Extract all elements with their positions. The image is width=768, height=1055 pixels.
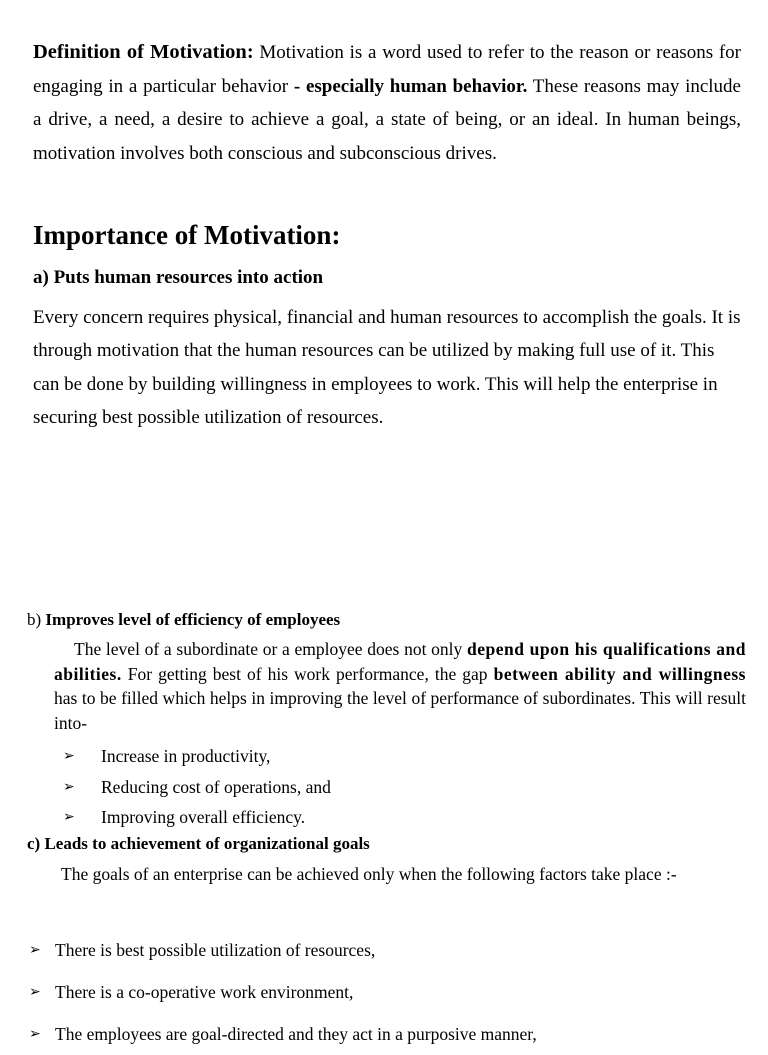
section-b-prefix: b) bbox=[27, 610, 46, 629]
definition-text-1: Motivation is a word used to refer to the reason or reasons for engaging in a particular behavior bbox=[33, 42, 741, 97]
section-b-list bbox=[63, 741, 331, 833]
list-item bbox=[63, 741, 331, 772]
list-item bbox=[63, 772, 331, 803]
list-item-text: The employees are goal-directed and they act in a purposive manner, bbox=[55, 1024, 537, 1044]
arrowhead-bullet-icon: ➢ bbox=[63, 778, 75, 795]
list-item-text: There is a co-operative work environment, bbox=[55, 982, 354, 1002]
section-c-heading: c) Leads to achievement of organizational goals bbox=[27, 834, 370, 853]
section-a-paragraph: Every concern requires physical, financial and human resources to accomplish the goals. It is through motivation that the human resources can be utilized by making full use of it. This can be done by building willingness in employees to work. This will help the enterprise in securing best possible utilization of resources. bbox=[33, 307, 741, 428]
section-b-text-3: has to be filled which helps in improving the level of performance of subordinates. This will result into- bbox=[54, 688, 746, 733]
section-b-bold-1: depend upon his qualifications and abilities. bbox=[54, 639, 746, 684]
definition-bold-phrase: - especially human behavior. bbox=[293, 75, 528, 97]
section-c-list bbox=[29, 929, 537, 1055]
section-b-title: Improves level of efficiency of employees bbox=[45, 610, 341, 629]
arrowhead-bullet-icon: ➢ bbox=[63, 748, 75, 764]
section-b-bold-2: between ability and willingness bbox=[493, 663, 746, 684]
arrowhead-bullet-icon: ➢ bbox=[29, 942, 41, 958]
definition-heading: Definition of Motivation: bbox=[33, 41, 254, 63]
section-c-text: The goals of an enterprise can be achieved only when the following factors take place :- bbox=[61, 864, 677, 884]
list-item-text: Reducing cost of operations, and bbox=[101, 776, 331, 797]
section-b-text-1: The level of a subordinate or a employee does not only bbox=[74, 639, 467, 659]
section-b-heading bbox=[27, 609, 340, 631]
importance-heading: Importance of Motivation: bbox=[33, 220, 341, 250]
definition-paragraph bbox=[33, 36, 741, 170]
arrowhead-bullet-icon: ➢ bbox=[63, 809, 75, 825]
arrowhead-bullet-icon: ➢ bbox=[29, 1026, 41, 1042]
section-b-paragraph bbox=[54, 637, 746, 735]
list-item bbox=[29, 1013, 537, 1055]
list-item-text: Increase in productivity, bbox=[101, 746, 271, 766]
section-a-heading: a) Puts human resources into action bbox=[33, 267, 324, 288]
arrowhead-bullet-icon: ➢ bbox=[29, 984, 41, 1000]
list-item bbox=[29, 929, 537, 971]
list-item bbox=[63, 802, 331, 833]
list-item-text: Improving overall efficiency. bbox=[101, 807, 306, 827]
section-b-text-2: For getting best of his work performance, the gap bbox=[121, 663, 494, 684]
section-c-paragraph bbox=[54, 862, 746, 887]
definition-text-2: These reasons may include a drive, a need, a desire to achieve a goal, a state of being, or an ideal. In human beings, motivation involves both conscious and subconscious drives. bbox=[33, 75, 741, 164]
list-item-text: There is best possible utilization of resources, bbox=[55, 940, 376, 960]
list-item bbox=[29, 971, 537, 1013]
